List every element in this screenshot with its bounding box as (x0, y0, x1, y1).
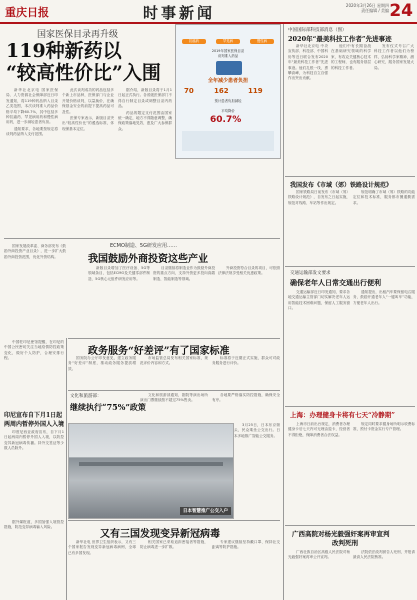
article-c-col1: 国务院办公厅印发意见，建立政务服务“好差评”制度，推动政务服务提质增效。 (68, 356, 136, 371)
lead-kicker: 国家医保目录再升级 (37, 30, 119, 40)
lead-body-col2: 此次谈判成功的药品包括多个新上市品种，医保部门与企业开展价格谈判，以量换价，在确保基金安全的前提下提高药品可及性。 医保专家表示，新版目录突出“较高性价比”的遴选标准，体现保基本定位。 (62, 88, 114, 131)
column-divider-left (66, 338, 67, 600)
photo-caption: 日本智慧推广公交入户 (180, 507, 231, 515)
article-c-title: 政务服务“好差评”有了国家标准 (88, 346, 230, 357)
section-title: 时事新闻 (143, 4, 216, 22)
stat-percent: 60.7% (210, 115, 242, 125)
right-divider-1 (285, 176, 415, 177)
left-article-col: 中国驻印尼使馆提醒，在印尼的中国公民密切关注当地疫情防控政策变化，做好个人防护，合理安排行程。 (4, 340, 64, 361)
article-b-col3: 外商投资符合目录的项目，可依照法律法规享受相关优惠政策。 (218, 266, 280, 276)
right-article3-title: 确保老年人日常交通出行便利 (290, 278, 381, 287)
article-f-title: 又有三国发现变异新冠病毒 (100, 529, 220, 540)
infographic-item-2: 谈判准入药品 (217, 54, 239, 58)
right-kicker: 中国国际部科技部消息（图） (288, 28, 347, 33)
infographic (175, 24, 281, 159)
infographic-item-3: 平均降价 (221, 109, 235, 113)
dateline (346, 3, 389, 13)
right-article5-title1: 广西高院对杨光毅强奸案再审宣判 (292, 530, 390, 538)
divider-b (4, 238, 280, 239)
pill-2: 罕见病 (216, 39, 240, 44)
infographic-title: 全年减少患者负担 (207, 78, 248, 84)
article-e-title1: 印尼宣布自下月1日起 (4, 412, 63, 419)
article-f-col1: 新华社电 世界卫生组织表示，又有三个国家报告发现变异新冠病毒病例，全球已有多国发现。 (68, 540, 136, 555)
photo-detail-line (79, 462, 223, 466)
right-article4-col2: 规定同时要求健身场所明示收费标准，预付卡资金实行专户管理。 (353, 422, 415, 432)
date-text: 2020年3月26日 星期四 (345, 3, 389, 8)
right-article1-col1: 新华社北京电 中央宣传部、科技部、中国科协等近日联合发布2020年“最美科技工作者”先进事迹。他们扎根一线，勇攀高峰，为科技自立自强作出突出贡献。 (288, 44, 328, 81)
right-article3-kicker: 交通运输部发文要求 (290, 271, 331, 276)
article-d-side-col: 3月25日，日本东京街头，民众乘坐公交出行。日本多地推广智能公交服务。 (234, 423, 280, 438)
right-article4-title: 上海：办理健身卡将有七天“冷静期” (290, 411, 395, 419)
article-b-kicker: ECMO制造、5G研发应用…… (110, 243, 177, 249)
divider-d (68, 390, 280, 391)
right-article3-col1: 交通运输部近日印发通知，要求各地交通运输主管部门切实解决老年人运用智能技术困难问题，保留人工服务窗口。 (288, 290, 350, 311)
stat-70: 70 (184, 87, 194, 95)
article-d-col3: 各地要严格落实防控措施，确保安全有序。 (212, 393, 280, 403)
right-article3-col2: 通知提出，出租汽车要保留电召服务，鼓励开通老年人“一键叫车”功能，方便老年人出行。 (353, 290, 415, 305)
article-e-title2: 两周内暂停外国人入境 (4, 421, 65, 428)
right-divider-4 (285, 525, 415, 526)
right-article5-col2: 法院依法改判被告人死刑，并报请最高人民法院核准。 (353, 550, 415, 560)
right-article1-col3: 发布仪式号召广大科技工作者以他们为榜样，弘扬科学家精神，潜心研究，服务国家发展大局。 (374, 44, 414, 70)
article-d-kicker: 文化和旅游部： (70, 394, 102, 399)
infographic-item-1: 2019年国家医保目录 (211, 49, 245, 53)
news-photo (68, 423, 234, 519)
lead-title-line2: “较高性价比”入围 (6, 62, 161, 84)
divider-c (68, 338, 280, 339)
right-article2-col2: 规范明确了市域（郊）铁路的功能定位和技术标准，服务都市圈通勤需求。 (353, 190, 415, 205)
right-article5-col1: 广西壮族自治区高级人民法院对杨光毅强奸案再审公开宣判。 (288, 550, 350, 560)
right-article2-col1: 国家铁路局日前发布《市域（郊）铁路设计规范》，自发布之日起实施，规范对线路、车站等作出规定。 (288, 190, 350, 205)
article-b-col0: 国家发展改革委、商务部发布《鼓励外商投资产业目录》，进一步扩大鼓励外商投资范围，优化外资结构。 (4, 244, 66, 259)
infographic-bar-area (182, 131, 274, 151)
right-article2-title: 我国发布《市域（郊）铁路设计规范》 (290, 182, 393, 189)
lead-title-line1: 119种新药以 (6, 40, 122, 62)
article-d-title: 继续执行“75%”政策 (70, 402, 146, 412)
article-f-col2: 相关国家已采取追踪密接者等措施，防止病毒进一步扩散。 (140, 540, 208, 550)
lead-body-col1: 新华社北京电 国家医保局、人力资源社会保障部近日印发通知，将119种药品纳入目录乙类范围，本次谈判准入药品价格平均下降60.7%，其中包括多种抗癌药、罕见病用药和慢性病用药，进一步减轻患者负担。 通知要求，各地要按规定将谈判药品纳入支付范围。 (6, 88, 58, 137)
article-b-title: 我国鼓励外商投资这些产业 (88, 254, 208, 265)
editor-text: 责任编辑 / 美编 (361, 8, 389, 13)
divider-f (68, 520, 280, 521)
pill-1: 抗癌药 (182, 39, 206, 44)
right-divider-3 (285, 406, 415, 407)
right-article1-col2: 他们中有长期奋战在基础研究领域的科学家，有攻克关键核心技术的工程师，也有服务基层的科技工作者。 (331, 44, 371, 70)
article-e-body: 印度尼西亚政府宣布，自下月1日起两周内暂停外国人入境，以防控变异新冠病毒传播。持外交签证等少数人员除外。 (4, 430, 64, 451)
right-article4-col1: 上海市日前出台规定，消费者办理健身卡后七天内可无理由退卡，经营者不得拒绝，保障消费者合法权益。 (288, 422, 350, 437)
article-c-col2: 市场监管总局发布相关国家标准，规范评价内容和方式。 (140, 356, 208, 366)
lead-body-col3: 据介绍，新版目录将于1月1日起正式执行。各省级医保部门不得自行制定目录或调整目录内药品。 药品的限定支付范围由国家统一确定，地方不得随意调整，确保政策落地见效，惠及广大参保群众。 (118, 88, 172, 131)
article-d-col2: 文化和旅游部通知，剧院等演出场所演出门票继续按不超过75%售卖。 (140, 393, 208, 403)
pill-3: 慢性病 (250, 39, 274, 44)
right-article1-title: 2020年“最美科技工作者”先进事迹 (288, 35, 392, 43)
stat-label: 预计患者负担减轻 (214, 99, 242, 103)
column-divider-right (283, 24, 284, 600)
doctor-illustration (216, 61, 242, 75)
article-b-col2: 目录继续将制造业作为鼓励外商投资的重点方向，支持外资更多投向高端制造、智能制造等领域。 (153, 266, 215, 281)
page-number: 24 (389, 1, 413, 21)
article-f-col3: 专家建议继续坚持戴口罩、保持社交距离等防护措施。 (212, 540, 280, 550)
left-bottom-col: 据外媒报道，多国加强入境管控措施，防范变异病毒输入风险。 (4, 520, 64, 530)
stat-162: 162 (214, 87, 229, 95)
article-b-col1: 新版目录增加了医疗设备、5G等领域条目，包括ECMO及关键零部件制造、5G核心元组件研发应用等。 (88, 266, 150, 281)
article-c-col3: 标准将于近期正式实施，群众可对政务服务进行评价。 (212, 356, 280, 366)
newspaper-logo: 重庆日报 (5, 6, 49, 19)
right-article5-title2: 改判死刑 (332, 539, 358, 547)
right-divider-2 (285, 266, 415, 267)
stat-119: 119 (248, 87, 263, 95)
